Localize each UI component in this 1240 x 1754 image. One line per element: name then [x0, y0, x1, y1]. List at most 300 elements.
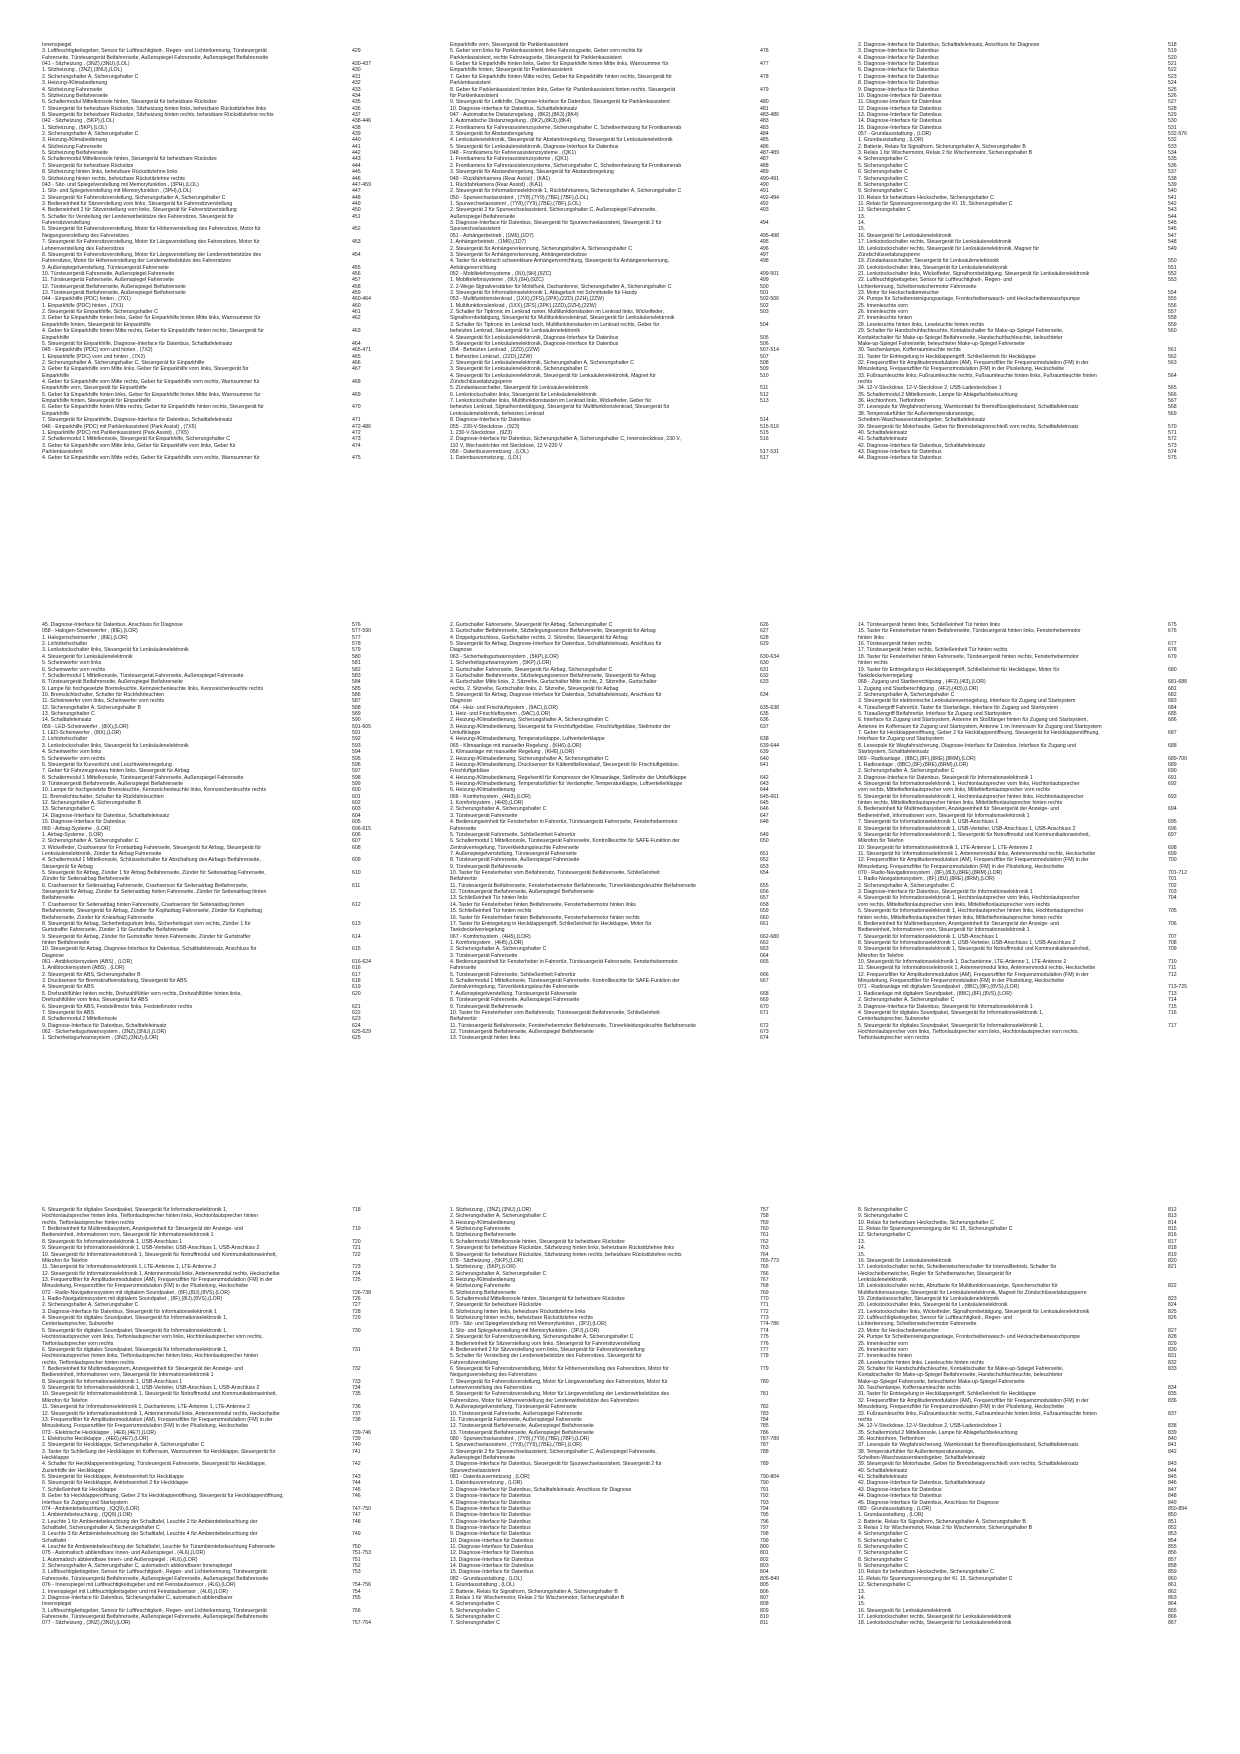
toc-entry-text: 4. Gurtschalter Mitte links, 2. Sitzreihe, Gurtschalter Mitte rechts, 2. Sitzreihe, Gurtschalter — [450, 679, 657, 686]
toc-entry-text: 3. Geber für Einparkhilfe vorn Mitte links, Geber für Einparkhilfe vorn links, Geber für — [42, 442, 236, 449]
toc-entry-text: Parklenkassistent — [42, 449, 83, 455]
toc-entry-text: 5. Zündanlassschalter, Steuergerät für Lenksäulenelektronik — [450, 385, 589, 392]
toc-entry-text: Steuergerät für Airbag — [42, 863, 93, 870]
toc-entry-page: 819 — [1168, 1251, 1177, 1258]
toc-entry-page: 578 — [352, 641, 361, 648]
toc-entry-text: 18. Lenkstockschalter rechts, Abruftaste für Multifunktionsanzeige, Speicherschalter für — [858, 1283, 1058, 1290]
toc-entry-page: 680 — [1168, 666, 1177, 673]
toc-entry-text: 10. Taster für Fensterheber vom Beifahrersitz, Türsteuergerät Beifahrerseite, Schließeinheit — [450, 1009, 660, 1016]
toc-entry-page: 629 — [760, 641, 769, 648]
toc-entry-page: 432 — [352, 80, 361, 87]
toc-entry-page: 429 — [352, 48, 361, 55]
toc-entry-text: 13. Diagnose-Interface für Datenbus — [858, 111, 942, 118]
toc-entry-text: 8. Geber für Heckklappenöffnung, Geber 2 für Heckklappenöffnung, Steuergerät für Heckklappenöffnung, — [42, 1493, 284, 1500]
toc-entry-text: 15. Schließeinheit Tür hinten rechts — [450, 908, 532, 915]
toc-entry-text: 18. Lenkstockschalter rechts, Steuergerät für Lenksäulenelektronik, Magnet für — [858, 245, 1040, 252]
toc-entries — [42, 1207, 350, 1627]
toc-entry-page: 499-501 — [760, 270, 780, 277]
toc-entry-page: 507 — [760, 353, 769, 360]
toc-entry-page: 548 — [1168, 239, 1177, 246]
toc-entry-text: 6. Schaltermodul 1 Mittelkonsole, Türsteuergerät Fahrerseite, Kontrollleuchte für SAFE-Funktion der — [450, 978, 680, 985]
toc-entry-page: 604 — [352, 812, 361, 819]
toc-entry-page: 514 — [760, 417, 769, 424]
toc-entry-text: 1. Einparkhilfe (PDC) mit Parklenkassistent (Park Assist) , (7X5) — [42, 429, 189, 436]
toc-entry-page: 727 — [352, 1302, 361, 1309]
toc-entry-text: rechts, Tieftonlautsprecher hinten rechts — [42, 1359, 135, 1366]
toc-entry-text: 43. Diagnose-Interface für Datenbus — [858, 449, 942, 455]
toc-entry-text: 3. Relais 1 für Wischermotor, Relais 2 für Wischermotor, Sicherungshalter B — [450, 1594, 625, 1601]
toc-entry-text: 1. Sitz- und Spiegelverstellung mit Memoryfunktion , (3PH),(LOL) — [42, 188, 192, 195]
toc-entry-text: 045 - Einparkhilfe (PDC) vorn und hinten , (7X2) — [42, 347, 153, 354]
toc-entry-page: 796 — [760, 1518, 769, 1525]
toc-entry-text: 2. Steuergerät für ABS, Sicherungshalter B — [42, 971, 141, 978]
toc-entry-text: 4. Steuergerät für digitales Soundpaket, Steuergerät für Informationselektronik 1, — [42, 1315, 228, 1322]
toc-entry-page: 673 — [760, 1029, 769, 1035]
toc-entry-page: 502 — [760, 302, 769, 309]
toc-entry-text: Außenspiegel Beifahrerseite — [450, 213, 516, 220]
toc-entry-page: 855 — [1168, 1544, 1177, 1551]
toc-entry-text: 41. Schalttafeleinsatz — [858, 436, 908, 443]
toc-entry-page: 561 — [1168, 347, 1177, 354]
toc-entry-page: 681-688 — [1168, 679, 1188, 686]
toc-entry-page: 436 — [352, 105, 361, 112]
toc-entry-text: Scheiben-Waschwasserstandsgeber, Schalttafeleinsatz — [858, 417, 986, 424]
toc-entry-text: 10. Diagnose-Interface für Datenbus, Schalttafeleinsatz — [450, 105, 578, 112]
toc-entry-text: 3. Türsteuergerät Fahrerseite — [450, 952, 518, 959]
toc-entry-text: 058 - Halogen-Scheinwerfer , (8IE),(LOR) — [42, 628, 138, 635]
toc-entry-text: 42. Diagnose-Interface für Datenbus, Schalttafeleinsatz — [858, 1480, 986, 1487]
toc-entry-page: 777 — [760, 1346, 769, 1353]
toc-entry-page: 722 — [352, 1251, 361, 1258]
toc-entry-page: 842 — [1168, 1448, 1177, 1455]
toc-entry-page: 742 — [352, 1461, 361, 1468]
toc-entry-text: 17. Lenkstockschalter rechts, Steuergerät für Lenksäulenelektronik — [858, 239, 1012, 246]
toc-entry-text: 2. Diagnose-Interface für Datenbus, Schalttafeleinsatz, Anschluss für Diagnose — [450, 1486, 632, 1493]
toc-entry-text: 4. Geber für Einparkhilfe hinten Mitte rechts, Geber für Einparkhilfe hinten rechts, Steuergerät für — [42, 328, 265, 335]
toc-entry-page: 518 — [1168, 42, 1177, 48]
toc-entry-text: 37. Lesespule für Wegfahrsicherung, Warnkontakt für Bremsflüssigkeitsstand, Schalttafeleinsatz — [858, 1442, 1079, 1449]
toc-entry-text: 5. Sitzheizung Beifahrerseite — [450, 1232, 517, 1239]
toc-entries — [450, 42, 758, 462]
toc-entry-page: 840 — [1168, 1435, 1177, 1442]
toc-entry-page: 736 — [352, 1404, 361, 1411]
toc-entry-text: 5. Geber für Einparkhilfe hinten links, Geber für Einparkhilfe hinten Mitte links, Warnsummer für — [42, 391, 261, 398]
toc-entry-page: 590 — [352, 717, 361, 724]
toc-entry-page: 577-590 — [352, 628, 372, 635]
toc-entry-page: 568 — [1168, 404, 1177, 411]
toc-entry-text: 4. Geber für Einparkhilfe vorn Mitte rechts, Geber für Einparkhilfe vorn rechts, Warnsummer für — [42, 379, 260, 386]
toc-entry-page: 735 — [352, 1391, 361, 1398]
toc-entry-text: Minusleitung, Frequenzfilter für Frequenzmodulation (FM) in der Plusleitung, Heckscheibe — [42, 1283, 249, 1290]
toc-entry-text: 4. Sitzheizung Fahrerseite — [42, 86, 103, 93]
toc-entry-page: 529 — [1168, 111, 1177, 118]
toc-entry-page: 597 — [352, 768, 361, 775]
toc-entry-text: 4. Steuergerät für Lenksäulenelektronik — [42, 653, 133, 660]
toc-entry-text: 5. Drehzahlfühler hinten rechts, Drehzahlfühler vorn rechts, Drehzahlfühler hinten links, — [42, 990, 242, 997]
toc-entry-page: 566 — [1168, 391, 1177, 398]
toc-entry-text: 3. Diagnose-Interface für Datenbus, Steuergerät für Informationselektronik 1 — [42, 1308, 217, 1315]
toc-entry-page: 815 — [1168, 1226, 1177, 1233]
toc-entry-text: 13. Türsteuergerät hinten links — [450, 1035, 520, 1042]
toc-entry-text: Mikrofon für Telefon — [42, 1397, 88, 1404]
toc-entries — [858, 622, 1166, 1042]
toc-entry-text: 5. Steuergerät für Airbag, Zünder 1 für Airbag Beifahrerseite, Zünder für Seitenairbag Fahrerseite, — [42, 870, 266, 877]
toc-entry-text: 13. Sicherungshalter C — [42, 806, 95, 813]
toc-entry-text: 2. Steuergerät 2 für Spurwechselassistent, Sicherungshalter C, Außenspiegel Fahrerseite, — [450, 207, 657, 214]
toc-entry-page: 764 — [760, 1251, 769, 1258]
toc-entry-text: 19. Zündanlassschalter, Steuergerät für Lenksäulenelektronik — [858, 1296, 1000, 1303]
toc-entry-text: 1. Radio-Navigationssystem , (8F),(8IJ),(8RE),(8RM),(LOR) — [858, 876, 995, 883]
toc-entry-text: 14. Schalttafeleinsatz — [42, 717, 92, 724]
toc-entry-text: 1. Sitzheizung , (3NZ),(3NU),(LOR) — [450, 1207, 532, 1213]
toc-entry-page: 807 — [760, 1594, 769, 1601]
toc-entry-text: 30. Taschenlampe, Kofferraumleuchte rechts — [858, 347, 961, 354]
toc-entry-text: 5. Türsteuergerät Fahrerseite, Schließeinheit Fahrertür — [450, 831, 576, 838]
toc-entry-page: 636 — [760, 717, 769, 724]
toc-entry-text: 1. Frontkamera für Fahrerassistenzsysteme , (QK1) — [450, 156, 569, 163]
toc-entry-text: Hochtonlautsprecher vorn links, Tieftonlautsprecher vorn links, Hochtonlautsprecher vorn rechts, — [858, 1029, 1079, 1035]
toc-entry-page: 751-753 — [352, 1550, 372, 1557]
toc-entry-page: 448 — [352, 194, 361, 201]
toc-entry-page: 749 — [352, 1531, 361, 1538]
toc-entry-page: 602 — [352, 800, 361, 807]
toc-entry-text: 3. Luftfeuchtigkeitsgeber, Sensor für Luftfeuchtigkeit-, Regen- und Lichterkennung, Türsteuergerät — [42, 48, 267, 55]
toc-entry-text: 3. Luftfeuchtigkeitsgeber, Sensor für Luftfeuchtigkeit-, Regen- und Lichterkennung, Türsteuergerät — [42, 1607, 267, 1614]
toc-entry-text: 7. Schaltermodul 1 Mittelkonsole, Türsteuergerät Fahrerseite, Außenspiegel Fahrerseite — [42, 672, 244, 679]
toc-entry-text: Centerlautsprecher, Subwoofer — [858, 1016, 930, 1023]
toc-entry-text: 4. Sicherungshalter C — [858, 1531, 908, 1538]
toc-entry-text: Scheiben-Waschwasserstandsgeber, Schalttafeleinsatz — [858, 1455, 986, 1462]
toc-entry-text: 14. — [858, 220, 866, 227]
toc-entry-text: 4. Diagnose-Interface für Datenbus — [450, 1499, 531, 1506]
toc-entry-page: 543 — [1168, 207, 1177, 214]
toc-entry-page: 695 — [1168, 819, 1177, 826]
toc-entry-text: 4. Sitzheizung Fahrerseite — [450, 1283, 511, 1290]
toc-entry-page: 475 — [352, 455, 361, 462]
toc-entry-text: 2. Steuergerät für Heckklappe, Sicherungshalter A, Sicherungshalter C — [42, 1442, 205, 1449]
toc-entry-text: 2. Gurtschalter Fahrerseite, Steuergerät für Airbag, Sicherungshalter C — [450, 622, 613, 628]
toc-entry-text: Bedieneinheit, Informationen vorn, Steuergerät für Informationselektronik 1 — [858, 927, 1030, 934]
toc-entry-page: 716 — [1168, 1009, 1177, 1016]
toc-entry-text: 2. Sicherungshalter A, Sicherungshalter C — [858, 768, 955, 775]
toc-entry-page: 611 — [352, 882, 361, 889]
toc-entry-text: 43. Diagnose-Interface für Datenbus — [858, 1486, 942, 1493]
toc-entry-page: 483 — [760, 124, 769, 131]
toc-entry-text: 068 - Zugang und Startberechtigung , (4F2),(4I3),(LOR) — [858, 679, 986, 686]
toc-entry-text: 7. Sicherungshalter C — [858, 1550, 908, 1557]
toc-entry-text: 3. Gurtschalter Beifahrerseite, Sitzbelegungssensor Beifahrerseite, Steuergerät für Airbag — [450, 628, 656, 635]
toc-entry-page: 704 — [1168, 895, 1177, 902]
toc-entry-text: 10. Bremslichtschalter, Schalter für Rückfahrleuchten — [42, 691, 164, 698]
toc-entry-page: 439 — [352, 131, 361, 138]
toc-entry-text: 8. Türsteuergerät Beifahrerseite, Außenspiegel Beifahrerseite — [42, 679, 183, 686]
toc-entry-page: 618 — [352, 978, 361, 985]
toc-entry-page: 852 — [1168, 1524, 1177, 1531]
toc-entry-page: 535 — [1168, 156, 1177, 163]
toc-entry-text: hinten rechts, Mitteltieftonlautsprecher hinten links, Mitteltieftonlautsprecher hinten rechts — [858, 914, 1063, 921]
toc-entry-page: 576 — [352, 622, 361, 628]
toc-entry-page: 854 — [1168, 1537, 1177, 1544]
toc-entry-text: 5. Diagnose-Interface für Datenbus — [858, 61, 939, 68]
toc-entry-page: 562 — [1168, 353, 1177, 360]
toc-entry-text: Einparkhilfe hinten, Steuergerät für Parklenkassistent — [450, 67, 573, 74]
toc-entry-text: 1. Innenspiegel mit Luftfeuchtigkeitsgeber und mit Feinstaubsensor , (4L6),(LOR) — [42, 1588, 228, 1595]
toc-entry-text: 15. Diagnose-Interface für Datenbus — [42, 819, 126, 826]
toc-entry-page: 674 — [760, 1035, 769, 1042]
toc-entry-page: 430-437 — [352, 61, 372, 68]
toc-entry-page: 430 — [352, 67, 361, 74]
toc-entry-page: 527 — [1168, 99, 1177, 106]
toc-entry-text: 10. Steuergerät für Informationselektronik 1, LTE-Antenne 1, LTE-Antenne 2 — [858, 844, 1033, 851]
toc-entry-page: 648 — [760, 819, 769, 826]
toc-entry-page: 700 — [1168, 857, 1177, 864]
toc-entry-page: 751 — [352, 1556, 361, 1563]
toc-entry-page: 521 — [1168, 61, 1177, 68]
toc-entry-text: 6. Bedieneinheit für Multimediasystem, Anzeigeeinheit für Steuergerät der Anzeige- und — [858, 920, 1059, 927]
toc-entry-text: 1. Spurwechselassistent , (7Y8),(7Y9),(7BE),(7BF),(LOL) — [450, 200, 581, 207]
toc-entry-text: Lehnenverstellung des Fahrersitzes — [42, 245, 125, 252]
toc-entry-page: 726-738 — [352, 1289, 372, 1296]
toc-entry-text: Diagnose — [450, 698, 472, 705]
toc-entry-text: 18. Taster für Fensterheber hinten Fahrerseite, Türsteuergerät hinten rechts, Fensterhebermotor — [858, 653, 1079, 660]
toc-entry-text: Lehnenverstellung des Fahrersitzes — [450, 1385, 533, 1392]
toc-entry-page: 542 — [1168, 200, 1177, 207]
toc-entry-text: 11. Türsteuergerät Fahrerseite, Außenspiegel Fahrerseite — [450, 1416, 582, 1423]
toc-entry-text: 6. Schaltermodul Mittelkonsole hinten, Steuergerät für beheizbare Rücksitze — [450, 1296, 625, 1303]
toc-entry-page: 713-725 — [1168, 984, 1188, 991]
toc-entry-text: Beifahrerseite, Zünder für Kniearbag Fahrerseite — [42, 914, 154, 921]
toc-entry-text: Fahrerseite — [450, 965, 477, 972]
toc-entry-text: 13. Frequenzfilter für Amplitudenmodulation (AM), Frequenzfilter für Frequenzmodulation (FM) in der — [42, 1416, 273, 1423]
toc-entry-page: 620 — [352, 990, 361, 997]
toc-entry-text: 28. Leseleuchte hinten links, Leseleuchte hinten rechts — [858, 1359, 985, 1366]
toc-entry-text: 080 - Spurwechselassistent , (7Y8),(7Y9),(7BE),(7BF),(LOR) — [450, 1435, 590, 1442]
toc-entry-text: Heckklappe — [42, 1455, 70, 1462]
toc-entry-page: 555 — [1168, 296, 1177, 303]
toc-entry-text: 8. Sicherungshalter C — [858, 1207, 908, 1213]
toc-entry-text: 12. Diagnose-Interface für Datenbus — [858, 105, 942, 112]
toc-entry-page: 753 — [352, 1569, 361, 1576]
toc-entry-text: 36. Hochtonhorn, Tieftonhorn — [858, 398, 926, 405]
toc-entry-text: Lenksäulenelektronik — [858, 1276, 907, 1283]
toc-entry-page: 655 — [760, 882, 769, 889]
toc-entry-page: 688 — [1168, 742, 1177, 749]
toc-entry-page: 841 — [1168, 1442, 1177, 1449]
toc-entry-text: 13. Diagnose-Interface für Datenbus — [450, 1556, 534, 1563]
toc-entry-text: 2. Steuergerät für Lenksäulenelektronik, Sicherungshalter A, Sicherungshalter C — [450, 359, 634, 366]
toc-entry-page: 545 — [1168, 220, 1177, 227]
toc-entry-page: 850-894 — [1168, 1505, 1188, 1512]
toc-entry-page: 587 — [352, 698, 361, 705]
toc-entry-text: 14. Diagnose-Interface für Datenbus, Schalttafeleinsatz — [42, 812, 170, 819]
toc-entry-text: 3. Diagnose-Interface für Datenbus, Steuergerät für Spurwechselassistent, Steuergerät 2 für — [450, 220, 662, 227]
toc-entry-page: 823 — [1168, 1296, 1177, 1303]
toc-entry-page: 635 — [760, 711, 769, 718]
toc-entry-text: Spurwechselassistent — [450, 226, 501, 233]
toc-entry-text: 10. Lampe für hochgesetzte Bremsleuchte, Kennzeichenleuchte links, Kennzeichenleuchte rechts — [42, 787, 267, 794]
toc-entry-text: 6. Sicherungshalter C — [450, 1614, 500, 1620]
toc-entry-text: 12. Sicherungshalter C — [858, 207, 911, 214]
toc-entry-page: 525 — [1168, 86, 1177, 93]
toc-entry-page: 726 — [352, 1296, 361, 1303]
toc-entry-page: 731 — [352, 1346, 361, 1353]
toc-entry-text: Hochtonlautsprecher hinten links, Tieftonlautsprecher hinten links, Hochtonlautsprecher hinten — [42, 1213, 258, 1220]
toc-entry-text: 11. Türsteuergerät Beifahrerseite, Fensterhebermotor Beifahrerseite, Türverkleidungsleuchte Beifahrerseite — [450, 1022, 696, 1029]
toc-entry-text: 3. Heizung-/Klimabedienung, Steuergerät für Frischluftgebläse, Frischluftgebläse, Stellmotor der — [450, 723, 671, 730]
toc-entry-text: 12. Türsteuergerät Beifahrerseite, Außenspiegel Beifahrerseite — [42, 283, 186, 290]
toc-entry-text: 2. Steuergerät für Einparkhilfe, Sicherungshalter C — [42, 309, 158, 316]
toc-entry-page: 820 — [1168, 1257, 1177, 1264]
toc-entry-page: 729 — [352, 1315, 361, 1322]
toc-entry-text: 4. Sicherungshalter C — [858, 156, 908, 163]
toc-entry-text: 8. Steuergerät für Airbag, Sicherheitsgurtum links, Sicherheitsgurt vorn rechts, Zünder 1 für — [42, 920, 251, 927]
toc-entry-page: 595 — [352, 755, 361, 762]
toc-entry-text: 7. Geber für Fahrzeugniveau hinten links, Steuergerät für Airbag — [42, 768, 190, 775]
toc-entry-text: 056 - Datenbusvernetzung , (LOL) — [450, 449, 529, 455]
toc-entry-page: 662-680 — [760, 933, 780, 940]
toc-entry-text: 17. Türsteuergerät hinten rechts, Schließeinheit Tür hinten rechts — [858, 647, 1008, 654]
toc-entry-text: Diagnose — [42, 952, 64, 959]
toc-entry-page: 682 — [1168, 691, 1177, 698]
toc-entry-text: 12. Sicherungshalter A, Sicherungshalter B — [42, 704, 141, 711]
toc-entry-text: 17. Lenkstockschalter rechts, Steuergerät für Lenksäulenelektronik — [858, 1614, 1012, 1620]
toc-entry-page: 822 — [1168, 1283, 1177, 1290]
toc-entry-page: 689-700 — [1168, 755, 1188, 762]
toc-entry-page: 765 — [760, 1264, 769, 1271]
toc-entry-text: 3. Bedieneinheit für Sitzverstellung vorn links, Steuergerät für Fahrersitzverstellung — [450, 1340, 641, 1347]
toc-entry-text: 6. Lenkstockschalter links, Steuergerät für Lenksäulenelektronik — [450, 391, 597, 398]
toc-entry-text: 7. Steuergerät für beheizbare Rücksitze — [42, 162, 134, 169]
toc-entry-text: 3. Heizung-/Klimabedienung — [42, 80, 108, 87]
toc-entry-text: 8. Diagnose-Interface für Datenbus — [450, 417, 531, 424]
toc-entry-page: 460 — [352, 302, 361, 309]
toc-entry-page: 728 — [352, 1308, 361, 1315]
toc-entry-page: 773 — [760, 1315, 769, 1322]
toc-entry-page: 641 — [760, 761, 769, 768]
toc-entry-text: 45. Diagnose-Interface für Datenbus, Anschluss für Diagnose — [42, 622, 183, 628]
toc-entry-page: 584 — [352, 679, 361, 686]
toc-entry-page: 856 — [1168, 1550, 1177, 1557]
toc-entry-page: 608 — [352, 844, 361, 851]
toc-entry-page: 676 — [1168, 628, 1177, 635]
toc-entry-text: Einparkhilfe — [42, 372, 70, 379]
toc-entry-page: 813 — [1168, 1213, 1177, 1220]
toc-entry-text: 5. Steuergerät für Einparkhilfe, Diagnose-Interface für Datenbus, Schalttafeleinsatz — [42, 340, 233, 347]
toc-entry-text: rechts — [858, 379, 873, 386]
toc-entry-text: 7. Bedieneinheit für Multimediasystem, Anzeigeeinheit für Steuergerät der Anzeige- und — [42, 1365, 243, 1372]
toc-entry-text: 074 - Ambientebeleuchtung , (QQ9),(LOR) — [42, 1505, 140, 1512]
toc-entry-text: 1. Sicherheitsgurtwarnsystem , (3NZ),(3NU),(LOR) — [42, 1035, 159, 1042]
toc-entry-text: 5. Sicherungshalter C — [858, 162, 908, 169]
toc-entry-page: 831 — [1168, 1353, 1177, 1360]
toc-entry-page: 431 — [352, 73, 361, 80]
toc-entry-text: Innenspiegel — [42, 1601, 72, 1608]
toc-entry-page: 690 — [1168, 768, 1177, 775]
toc-entry-text: 8. Steuergerät für beheizbare Rücksitze, Sitzheizung hinten rechts, beheizbare Rückstitzlehne rechts — [42, 111, 274, 118]
toc-entry-page: 685 — [1168, 711, 1177, 718]
toc-entry-page: 488 — [760, 162, 769, 169]
toc-entry-page: 594 — [352, 749, 361, 756]
toc-entry-page: 599 — [352, 780, 361, 787]
toc-entry-text: 38. Temperaturfühler für Außentemperaturanzeige, — [858, 410, 975, 417]
toc-entry-text: 5. Scheinwerfer vorn rechts — [42, 755, 106, 762]
toc-entry-page: 684 — [1168, 704, 1177, 711]
toc-entry-text: 7. Sicherungshalter C — [858, 175, 908, 182]
toc-entry-page: 669 — [760, 997, 769, 1004]
toc-entry-page: 534 — [1168, 150, 1177, 157]
toc-entry-text: 2. Batterie, Relais für Signalhorn, Sicherungshalter A, Sicherungshalter B — [858, 1518, 1026, 1525]
toc-entry-page: 867 — [1168, 1620, 1177, 1627]
toc-entry-text: Lenksäulenelektronik, Zünder für Airbag Fahrerseite — [42, 850, 162, 857]
toc-entry-page: 479 — [760, 86, 769, 93]
toc-entry-text: 5. Sitzheizung Beifahrerseite — [450, 1289, 517, 1296]
toc-entry-text: Startsystem, Schalttafeleinsatz — [858, 749, 929, 756]
toc-entry-page: 677 — [1168, 641, 1177, 648]
toc-entry-text: 13. Türsteuergerät Beifahrerseite, Außenspiegel Beifahrerseite — [450, 1429, 594, 1436]
toc-entry-page: 438 — [352, 124, 361, 131]
toc-entry-page: 683 — [1168, 698, 1177, 705]
toc-entry-text: 062 - Sicherheitsgurtwarnsystem , (3NZ),(3NU),(LOR) — [42, 1029, 166, 1035]
toc-entry-page: 607 — [352, 838, 361, 845]
toc-entry-page: 455 — [352, 264, 361, 271]
toc-entry-text: 057 - Grundausstattung , (LOR) — [858, 131, 931, 138]
toc-entry-text: Gurtstraffer Fahrerseite, Zünder 1 für Gurtstraffer Beifahrerseite — [42, 927, 188, 934]
toc-entry-text: 40. Schalttafeleinsatz — [858, 429, 908, 436]
toc-entry-page: 755 — [352, 1594, 361, 1601]
toc-entry-page: 824 — [1168, 1302, 1177, 1309]
toc-entry-page: 741 — [352, 1448, 361, 1455]
toc-entry-page: 865 — [1168, 1607, 1177, 1614]
toc-entry-text: 1. Komfortsystem , (4H5),(LOR) — [450, 939, 524, 946]
toc-entry-page: 570 — [1168, 423, 1177, 430]
toc-entry-text: 082 - Grundausstattung , (LOL) — [450, 1575, 523, 1582]
toc-entry-page: 539 — [1168, 181, 1177, 188]
toc-entry-text: 13. — [858, 1238, 866, 1245]
toc-entry-text: 9. Sicherungshalter C — [858, 1563, 908, 1570]
toc-entry-page: 435 — [352, 99, 361, 106]
toc-entry-text: 3. Heizung-/Klimabedienung — [450, 1276, 516, 1283]
toc-entry-page: 712 — [1168, 971, 1177, 978]
toc-entry-text: 8. Sicherungshalter C — [858, 181, 908, 188]
toc-entry-page: 453 — [352, 239, 361, 246]
toc-entry-text: 44. Diagnose-Interface für Datenbus — [858, 455, 942, 462]
toc-entry-text: 12. Türsteuergerät Beifahrerseite, Außenspiegel Beifahrerseite — [450, 1423, 594, 1430]
toc-entry-text: 5. Scheinwerfer vorn links — [42, 660, 102, 667]
toc-entry-text: 1. Grundausstattung , (LOR) — [858, 1512, 924, 1519]
toc-entry-page: 817 — [1168, 1238, 1177, 1245]
toc-entry-text: 5. Heizung-/Klimabedienung, Temperaturfühler für Verdampfer, Temperaturklappe, Luftverteilerklappe — [450, 780, 683, 787]
toc-entry-text: 059 - LED-Scheinwerfer , (8IX),(LOR) — [42, 723, 129, 730]
toc-entry-page: 615 — [352, 946, 361, 953]
toc-entry-page: 719 — [352, 1226, 361, 1233]
toc-entry-page: 591-605 — [352, 723, 372, 730]
toc-entry-page: 619 — [352, 984, 361, 991]
toc-entry-text: 29. Schalter für Handschuhfachleuchte, Kontaktschalter für Make-up-Spiegel Fahrerseite, — [858, 328, 1064, 335]
toc-entry-text: Signalhornbetätigung, Steuergerät für Multifunktionslenkrad, Steuergerät für Lenksäulenelektronik — [450, 315, 675, 322]
toc-entry-page: 826 — [1168, 1315, 1177, 1322]
toc-entry-text: Diagnose — [450, 647, 472, 654]
toc-entry-text: 13. Sicherungshalter C — [42, 711, 95, 718]
toc-entry-text: 39. Steuergerät für Motorhaube, Geber für Bremsbelagverschleiß vorn rechts, Schalttafeleinsatz — [858, 1461, 1079, 1468]
toc-entry-text: 8. Steuergerät für Informationselektronik 1, USB-Verteiler, USB-Anschluss 1, USB-Anschluss 2 — [858, 825, 1076, 832]
toc-entry-page: 778 — [760, 1353, 769, 1360]
toc-entry-page: 634 — [760, 691, 769, 698]
toc-entry-text: 1. Spurwechselassistent , (7Y8),(7Y9),(7BE),(7BF),(LOR) — [450, 1442, 582, 1449]
toc-entry-page: 441 — [352, 143, 361, 150]
toc-entry-text: 5. Steuergerät für digitales Soundpaket, Steuergerät für Informationselektronik 1, — [858, 1022, 1044, 1029]
toc-entry-page: 827 — [1168, 1327, 1177, 1334]
toc-entry-text: 076 - Innenspiegel mit Luftfeuchtigkeitsgeber und mit Feinstaubsensor , (4L6),(LOR) — [42, 1582, 236, 1589]
